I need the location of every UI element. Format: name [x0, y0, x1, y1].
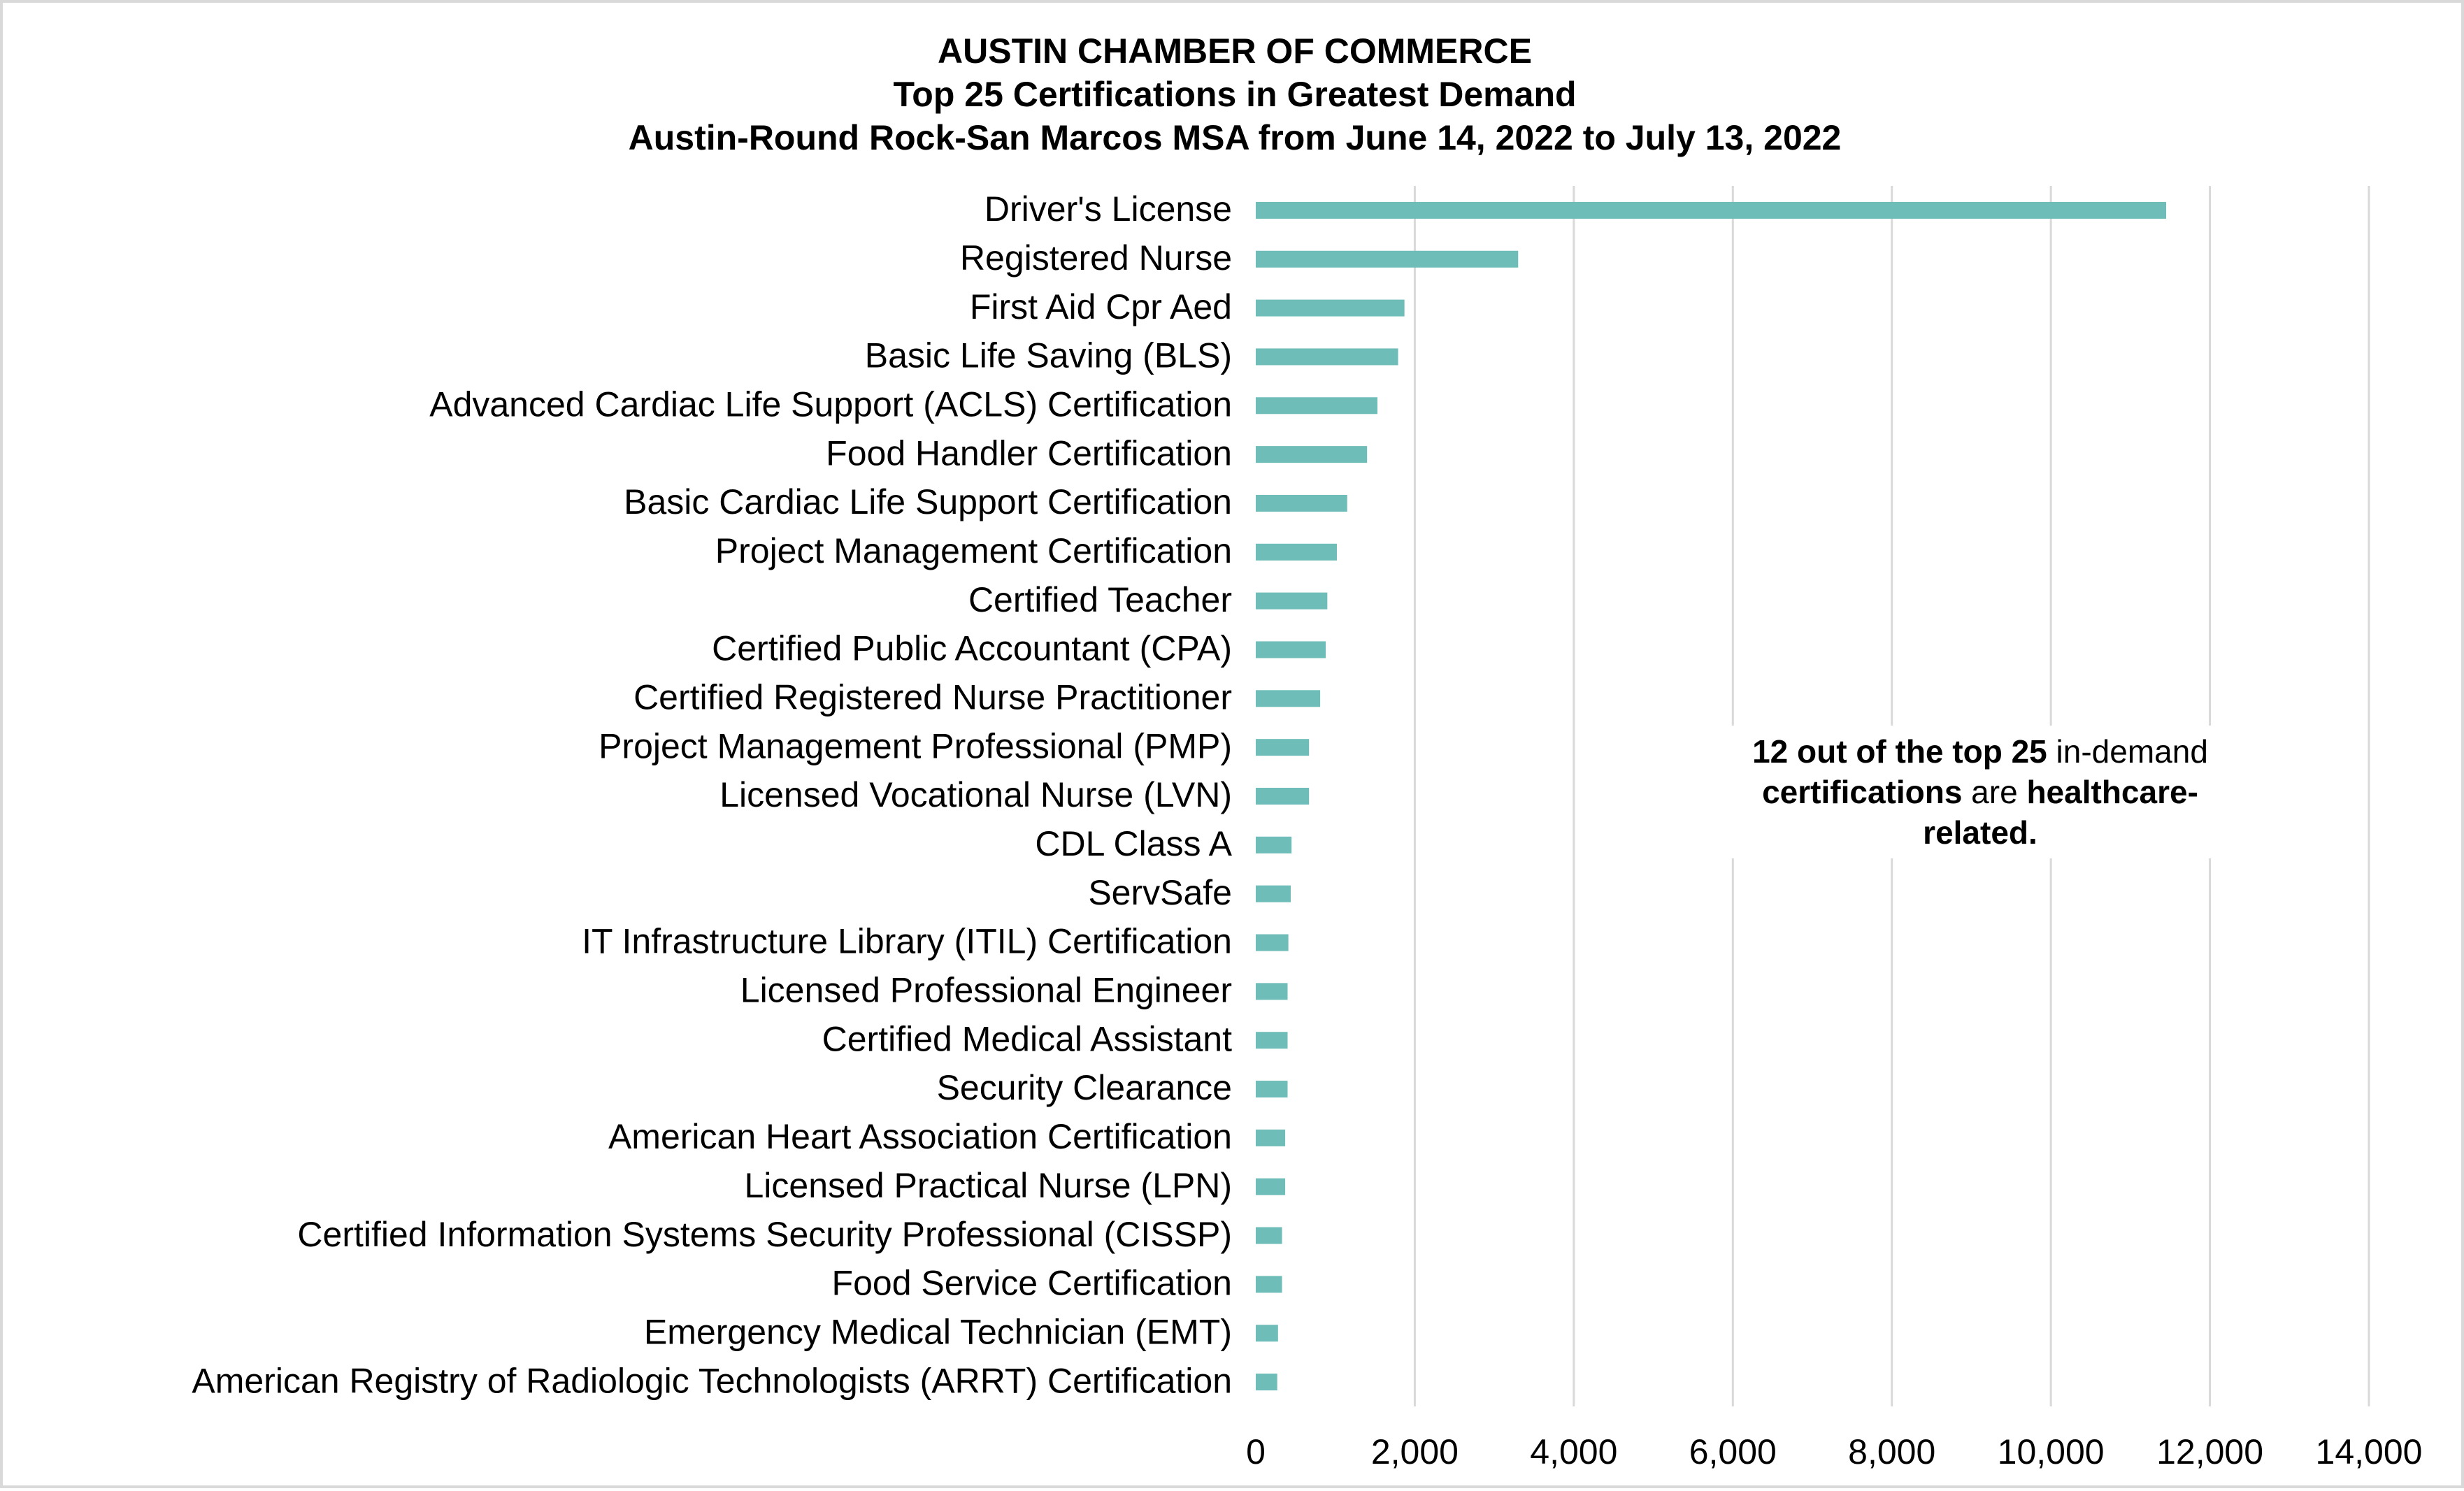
- category-label: Advanced Cardiac Life Support (ACLS) Certification: [429, 384, 1232, 424]
- category-label: Certified Public Accountant (CPA): [712, 628, 1232, 668]
- x-tick-label: 2,000: [1370, 1432, 1459, 1471]
- annotation-bold-healthcare: healthcare-related.: [1923, 774, 2198, 851]
- x-tick-label: 8,000: [1848, 1432, 1936, 1471]
- bar: [1256, 446, 1367, 463]
- category-label: Food Service Certification: [831, 1263, 1232, 1303]
- category-label: Project Management Professional (PMP): [599, 726, 1232, 766]
- bar: [1256, 1276, 1282, 1292]
- category-label: Licensed Professional Engineer: [740, 970, 1232, 1010]
- bar: [1256, 837, 1291, 853]
- x-tick-label: 0: [1246, 1432, 1266, 1471]
- bar: [1256, 1374, 1277, 1390]
- annotation-callout: [1728, 726, 2232, 858]
- category-label: Certified Information Systems Security Professional (CISSP): [297, 1214, 1232, 1254]
- bar: [1256, 251, 1518, 268]
- category-label: Driver's License: [984, 189, 1232, 229]
- annotation-text-b: are: [1962, 774, 2027, 810]
- bar: [1256, 300, 1405, 317]
- bar: [1256, 788, 1309, 805]
- annotation-text-a: in-demand: [2047, 733, 2208, 770]
- bar: [1256, 983, 1287, 1000]
- bar: [1256, 690, 1320, 707]
- category-label: Certified Medical Assistant: [822, 1019, 1232, 1059]
- category-label: Licensed Practical Nurse (LPN): [744, 1165, 1232, 1205]
- annotation-bold-count: 12 out of the top 25: [1752, 733, 2047, 770]
- bar: [1256, 1227, 1282, 1244]
- category-label: Project Management Certification: [715, 531, 1232, 571]
- bar: [1256, 495, 1347, 512]
- title-line-2: Top 25 Certifications in Greatest Demand: [893, 75, 1577, 114]
- x-axis-tick-labels: [1246, 1432, 2422, 1471]
- category-label: American Heart Association Certification: [608, 1117, 1232, 1157]
- title-line-3: Austin-Round Rock-San Marcos MSA from June 14, 2022 to July 13, 2022: [628, 118, 1842, 157]
- bar: [1256, 1081, 1287, 1097]
- x-tick-label: 6,000: [1689, 1432, 1777, 1471]
- category-label: Certified Registered Nurse Practitioner: [633, 677, 1232, 717]
- bar: [1256, 397, 1377, 414]
- category-label: Food Handler Certification: [826, 433, 1232, 473]
- chart-title: [629, 31, 1842, 157]
- bar: [1256, 544, 1337, 561]
- bar: [1256, 1130, 1285, 1146]
- x-tick-label: 14,000: [2315, 1432, 2423, 1471]
- category-label: ServSafe: [1088, 872, 1232, 912]
- category-label: Security Clearance: [936, 1068, 1232, 1108]
- bar: [1256, 1179, 1285, 1195]
- title-line-1: AUSTIN CHAMBER OF COMMERCE: [938, 31, 1532, 71]
- category-label: CDL Class A: [1035, 824, 1232, 864]
- bar: [1256, 886, 1291, 902]
- bar: [1256, 739, 1309, 756]
- category-label: Basic Cardiac Life Support Certification: [624, 482, 1232, 522]
- x-tick-label: 4,000: [1530, 1432, 1618, 1471]
- category-label: First Aid Cpr Aed: [969, 287, 1232, 326]
- category-label: Emergency Medical Technician (EMT): [643, 1312, 1232, 1352]
- bar: [1256, 348, 1398, 365]
- bar: [1256, 1032, 1287, 1049]
- annotation-bold-certifications: certifications: [1762, 774, 1963, 810]
- category-label: Registered Nurse: [959, 238, 1232, 278]
- bar: [1256, 202, 2166, 219]
- bar: [1256, 593, 1327, 610]
- bar: [1256, 1325, 1278, 1341]
- category-label: American Registry of Radiologic Technologists (ARRT) Certification: [192, 1361, 1232, 1401]
- category-labels: [192, 189, 1232, 1400]
- bar: [1256, 641, 1326, 658]
- category-label: Licensed Vocational Nurse (LVN): [719, 775, 1232, 815]
- category-label: IT Infrastructure Library (ITIL) Certification: [582, 921, 1232, 961]
- category-label: Certified Teacher: [968, 579, 1232, 619]
- x-tick-label: 10,000: [1997, 1432, 2105, 1471]
- bar: [1256, 935, 1289, 951]
- category-label: Basic Life Saving (BLS): [864, 336, 1232, 375]
- x-tick-label: 12,000: [2156, 1432, 2264, 1471]
